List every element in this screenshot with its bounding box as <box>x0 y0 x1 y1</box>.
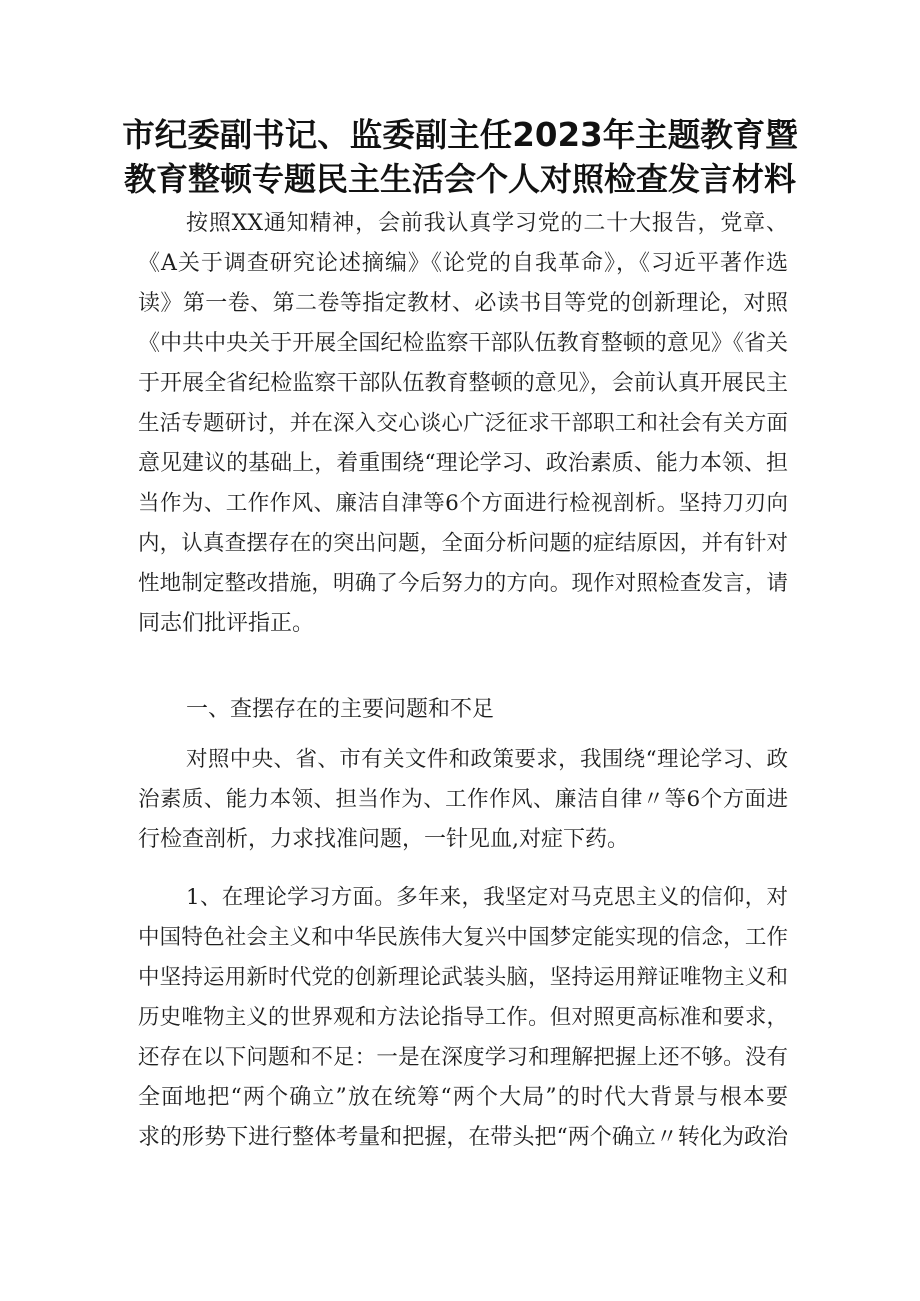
paragraph-line: 历史唯物主义的世界观和方法论指导工作。但对照更高标准和要求， <box>138 1005 788 1030</box>
item-1-paragraph <box>138 878 788 1158</box>
paragraph-line: 1、在理论学习方面。多年来，我坚定对马克思主义的信仰，对 <box>186 885 788 910</box>
paragraph-line: 中坚持运用新时代党的创新理论武装头脑，坚持运用辩证唯物主义和 <box>138 965 788 990</box>
paragraph-line: 同志们批评指正。 <box>138 611 315 636</box>
paragraph-line: 全面地把“两个确立”放在统筹“两个大局”的时代大背景与根本要 <box>138 1085 788 1110</box>
paragraph-line: 中国特色社会主义和中华民族伟大复兴中国梦定能实现的信念，工作 <box>138 925 788 950</box>
paragraph-line: 内，认真查摆存在的突出问题，全面分析问题的症结原因，并有针对 <box>138 531 788 556</box>
section-heading-text: 一、查摆存在的主要问题和不足 <box>186 697 495 722</box>
paragraph-line: 求的形势下进行整体考量和把握，在带头把“两个确立〃转化为政治 <box>138 1125 788 1150</box>
paragraph-line: 于开展全省纪检监察干部队伍教育整顿的意见》，会前认真开展民主 <box>138 371 788 396</box>
paragraph-line: 读》第一卷、第二卷等指定教材、必读书目等党的创新理论，对照 <box>138 291 788 316</box>
paragraph-line: 《中共中央关于开展全国纪检监察干部队伍教育整顿的意见》《省关 <box>138 331 788 356</box>
paragraph-line: 还存在以下问题和不足：一是在深度学习和理解把握上还不够。没有 <box>138 1045 788 1070</box>
document-title-line-1: 市纪委副书记、监委副主任2023年主题教育暨 <box>122 116 798 154</box>
paragraph-line: 当作为、工作作风、廉洁自津等6个方面进行检视剖析。坚持刀刃向 <box>138 491 788 516</box>
paragraph-line: 对照中央、省、市有关文件和政策要求，我围绕“理论学习、政 <box>186 747 788 772</box>
paragraph-line: 行检查剖析，力求找准问题，一针见血,对症下药。 <box>138 827 629 852</box>
paragraph-line: 《A关于调查研究论述摘编》《论党的自我革命》，《习近平著作选 <box>138 251 788 276</box>
paragraph-line: 生活专题研讨，并在深入交心谈心广泛征求干部职工和社会有关方面 <box>138 411 788 436</box>
paragraph-line: 治素质、能力本领、担当作为、工作作风、廉洁自律〃等6个方面进 <box>138 787 788 812</box>
paragraph-line: 性地制定整改措施，明确了今后努力的方向。现作对照检查发言，请 <box>138 571 788 596</box>
section-intro-paragraph <box>138 740 788 860</box>
intro-paragraph <box>138 204 788 644</box>
paragraph-line: 意见建议的基础上，着重围绕“理论学习、政治素质、能力本领、担 <box>138 451 788 476</box>
section-heading <box>138 690 788 730</box>
paragraph-line: 按照XX通知精神，会前我认真学习党的二十大报告，党章、 <box>186 211 788 236</box>
document-title-line-2: 教育整顿专题民主生活会个人对照检查发言材料 <box>123 160 796 198</box>
